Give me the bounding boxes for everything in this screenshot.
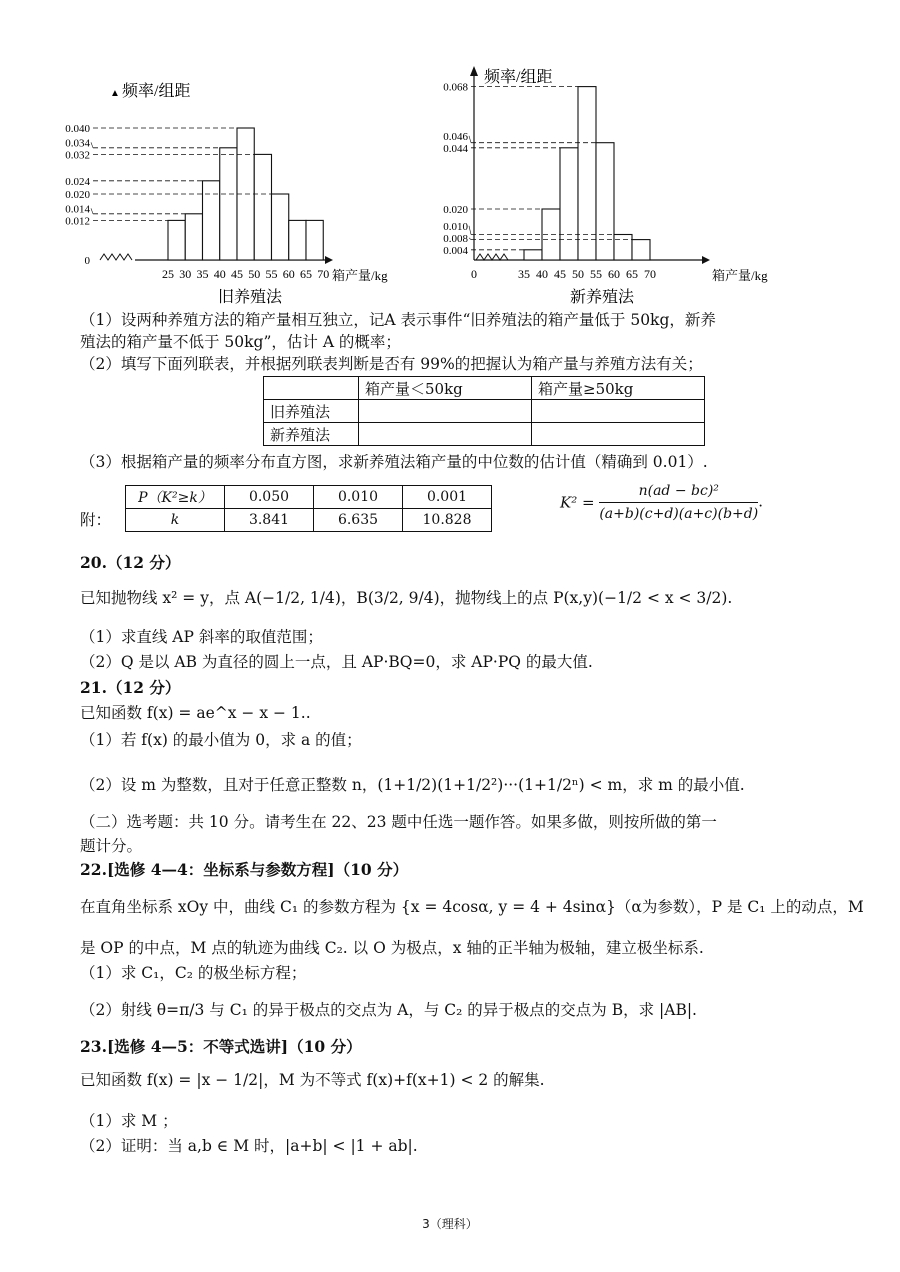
q20-part2: （2）Q 是以 AB 为直径的圆上一点，且 AP·BQ=0，求 AP·PQ 的最大值. (80, 653, 593, 671)
k-cell: 0.050 (225, 486, 314, 509)
k-cell: 6.635 (314, 509, 403, 532)
x-tick-label: 60 (282, 267, 295, 281)
histogram-old-method (40, 62, 410, 307)
k2-formula: K² = $\frac{\text{n(ad − bc)²}}{(a+b)(c+d)(a+c)(b+d)}$ . (560, 480, 763, 525)
x-tick-label: 0 (471, 267, 477, 281)
q22-stem1: 在直角坐标系 xOy 中，曲线 C₁ 的参数方程为 {x = 4cosα, y = 4 + 4sinα}（α为参数），P 是 C₁ 上的动点，M (80, 898, 864, 916)
appendix-label: 附： (80, 511, 112, 529)
k-table-row (126, 509, 492, 532)
cell-new-ge50[interactable] (532, 423, 705, 446)
q21-part2: （2）设 m 为整数，且对于任意正整数 n，(1+1/2)(1+1/2²)···(1+1/2ⁿ) < m，求 m 的最小值. (80, 776, 745, 794)
histogram-bar (632, 240, 650, 260)
y-axis-arrow-icon: ▲ (110, 88, 120, 99)
histogram-bar (289, 220, 306, 260)
q20-part1: （1）求直线 AP 斜率的取值范围； (80, 628, 323, 646)
x-tick-label: 70 (317, 267, 330, 281)
y-tick-label: 0 (84, 255, 90, 267)
label-leader-line (469, 226, 471, 235)
q23-part1: （1）求 M ； (80, 1112, 178, 1130)
x-tick-label: 40 (213, 267, 226, 281)
histogram-bar (168, 220, 185, 260)
cell-new-lt50[interactable] (359, 423, 532, 446)
y-tick-label: 0.012 (65, 215, 90, 228)
q21-title: 21.（12 分） (80, 678, 181, 697)
y-tick-label: 0.024 (65, 175, 90, 188)
x-tick-label: 35 (518, 267, 530, 281)
histogram-bar (185, 214, 202, 260)
k2-fraction (599, 480, 758, 525)
x-tick-label: 65 (626, 267, 638, 281)
q19-part3: （3）根据箱产量的频率分布直方图，求新养殖法箱产量的中位数的估计值（精确到 0.01）. (80, 453, 708, 471)
x-tick-label: 65 (300, 267, 312, 281)
q21-part1: （1）若 f(x) 的最小值为 0，求 a 的值； (80, 731, 362, 749)
y-tick-label: 0.040 (65, 123, 90, 135)
x-tick-label: 60 (608, 267, 620, 281)
y-axis-arrow-icon (470, 66, 478, 76)
k2-denominator: (a+b)(c+d)(a+c)(b+d) (599, 506, 759, 522)
q19-part1-line2: 殖法的箱产量不低于 50kg”，估计 A 的概率； (80, 333, 401, 351)
y-tick-label: 0.010 (443, 220, 468, 233)
k-cell: P（K²≥k） (126, 486, 225, 509)
y-tick-label: 0.020 (65, 189, 90, 201)
x-tick-label: 40 (536, 267, 548, 281)
histogram-bar (203, 181, 220, 260)
label-leader-line (469, 136, 471, 143)
x-tick-label: 45 (554, 267, 566, 281)
table-header-row (264, 377, 705, 400)
histogram-bar (614, 235, 632, 261)
q22-part1: （1）求 C₁，C₂ 的极坐标方程； (80, 964, 307, 982)
y-tick-label: 0.068 (443, 81, 468, 94)
k-cell: 10.828 (403, 509, 492, 532)
h2-xlabel: 箱产量/kg (712, 268, 768, 283)
y-tick-label: 0.014 (65, 203, 90, 216)
label-leader-line (91, 208, 93, 213)
histogram-bar (272, 194, 289, 260)
axis-break-icon (476, 254, 508, 260)
histogram-new-method (412, 62, 832, 307)
x-tick-label: 70 (644, 267, 656, 281)
cell-old-ge50[interactable] (532, 400, 705, 423)
x-tick-label: 30 (179, 267, 192, 281)
x-tick-label: 50 (248, 267, 261, 281)
q22-stem2: 是 OP 的中点，M 点的轨迹为曲线 C₂. 以 O 为极点，x 轴的正半轴为极轴，建立极坐标系. (80, 939, 704, 957)
x-tick-label: 55 (265, 267, 278, 281)
q20-stem: 已知抛物线 x² = y，点 A(−1/2, 1/4)，B(3/2, 9/4)，抛物线上的点 P(x,y)(−1/2 < x < 3/2). (80, 589, 733, 607)
histogram-bar (306, 220, 323, 260)
x-tick-label: 35 (196, 267, 209, 281)
y-tick-label: 0.032 (65, 149, 90, 162)
label-leader-line (469, 238, 471, 240)
contingency-table (263, 376, 705, 446)
row-label-old: 旧养殖法 (264, 400, 359, 423)
k-cell: 0.001 (403, 486, 492, 509)
y-tick-label: 0.046 (443, 130, 468, 143)
label-leader-line (91, 142, 93, 147)
y-tick-label: 0.004 (443, 244, 468, 257)
q21-stem: 已知函数 f(x) = ae^x − x − 1.. (80, 704, 311, 722)
h2-title: 新养殖法 (569, 289, 635, 306)
q23-title: 23.[选修 4—5：不等式选讲]（10 分） (80, 1037, 362, 1056)
x-tick-label: 45 (231, 267, 243, 281)
histogram-bar (578, 87, 596, 260)
q23-stem: 已知函数 f(x) = |x − 1/2|，M 为不等式 f(x)+f(x+1) < 2 的解集. (80, 1071, 545, 1089)
q22-title: 22.[选修 4—4：坐标系与参数方程]（10 分） (80, 860, 409, 879)
histogram-bar (254, 154, 271, 260)
elective-note-line2: 题计分。 (80, 837, 143, 855)
q19-part2: （2）填写下面列联表，并根据列联表判断是否有 99%的把握认为箱产量与养殖方法有关； (80, 355, 703, 373)
table-row (264, 400, 705, 423)
k2-numerator: n(ad − bc)² (599, 480, 758, 503)
x-axis-arrow-icon (325, 256, 333, 264)
k-cell: k (126, 509, 225, 532)
q23-part2: （2）证明：当 a,b ∈ M 时，|a+b| < |1 + ab|. (80, 1137, 418, 1155)
k-table (125, 485, 492, 532)
cell-old-lt50[interactable] (359, 400, 532, 423)
axis-break-icon (100, 254, 132, 260)
h1-ylabel: 频率/组距 (122, 83, 191, 100)
y-tick-label: 0.034 (65, 137, 90, 150)
x-tick-label: 50 (572, 267, 584, 281)
k-cell: 0.010 (314, 486, 403, 509)
histogram-bar (596, 143, 614, 260)
page-footer: 3（理科） (422, 1217, 478, 1231)
table-row (264, 423, 705, 446)
y-tick-label: 0.008 (443, 232, 468, 245)
histogram-bar (560, 148, 578, 260)
x-tick-label: 55 (590, 267, 602, 281)
h2-ylabel: 频率/组距 (484, 69, 553, 86)
q19-part1-line1: （1）设两种养殖方法的箱产量相互独立，记A 表示事件“旧养殖法的箱产量低于 50kg，新养 (80, 311, 716, 329)
elective-note-line1: （二）选考题：共 10 分。请考生在 22、23 题中任选一题作答。如果多做，则按所做的第一 (80, 813, 717, 831)
histogram-bar (524, 250, 542, 260)
row-label-new: 新养殖法 (264, 423, 359, 446)
k-table-row (126, 486, 492, 509)
y-tick-label: 0.020 (443, 204, 468, 216)
y-tick-label: 0.044 (443, 142, 468, 155)
h1-xlabel: 箱产量/kg (332, 268, 388, 283)
h1-title: 旧养殖法 (217, 289, 283, 306)
header-cell-ge50: 箱产量≥50kg (532, 377, 705, 400)
histogram-bar (220, 148, 237, 260)
x-tick-label: 25 (162, 267, 174, 281)
q20-title: 20.（12 分） (80, 553, 181, 572)
k2-lhs: K² = (560, 493, 595, 512)
x-axis-arrow-icon (702, 256, 710, 264)
k-cell: 3.841 (225, 509, 314, 532)
header-cell-blank (264, 377, 359, 400)
header-cell-lt50: 箱产量＜50kg (359, 377, 532, 400)
q22-part2: （2）射线 θ=π/3 与 C₁ 的异于极点的交点为 A，与 C₂ 的异于极点的交点为 B，求 |AB|. (80, 1001, 697, 1019)
